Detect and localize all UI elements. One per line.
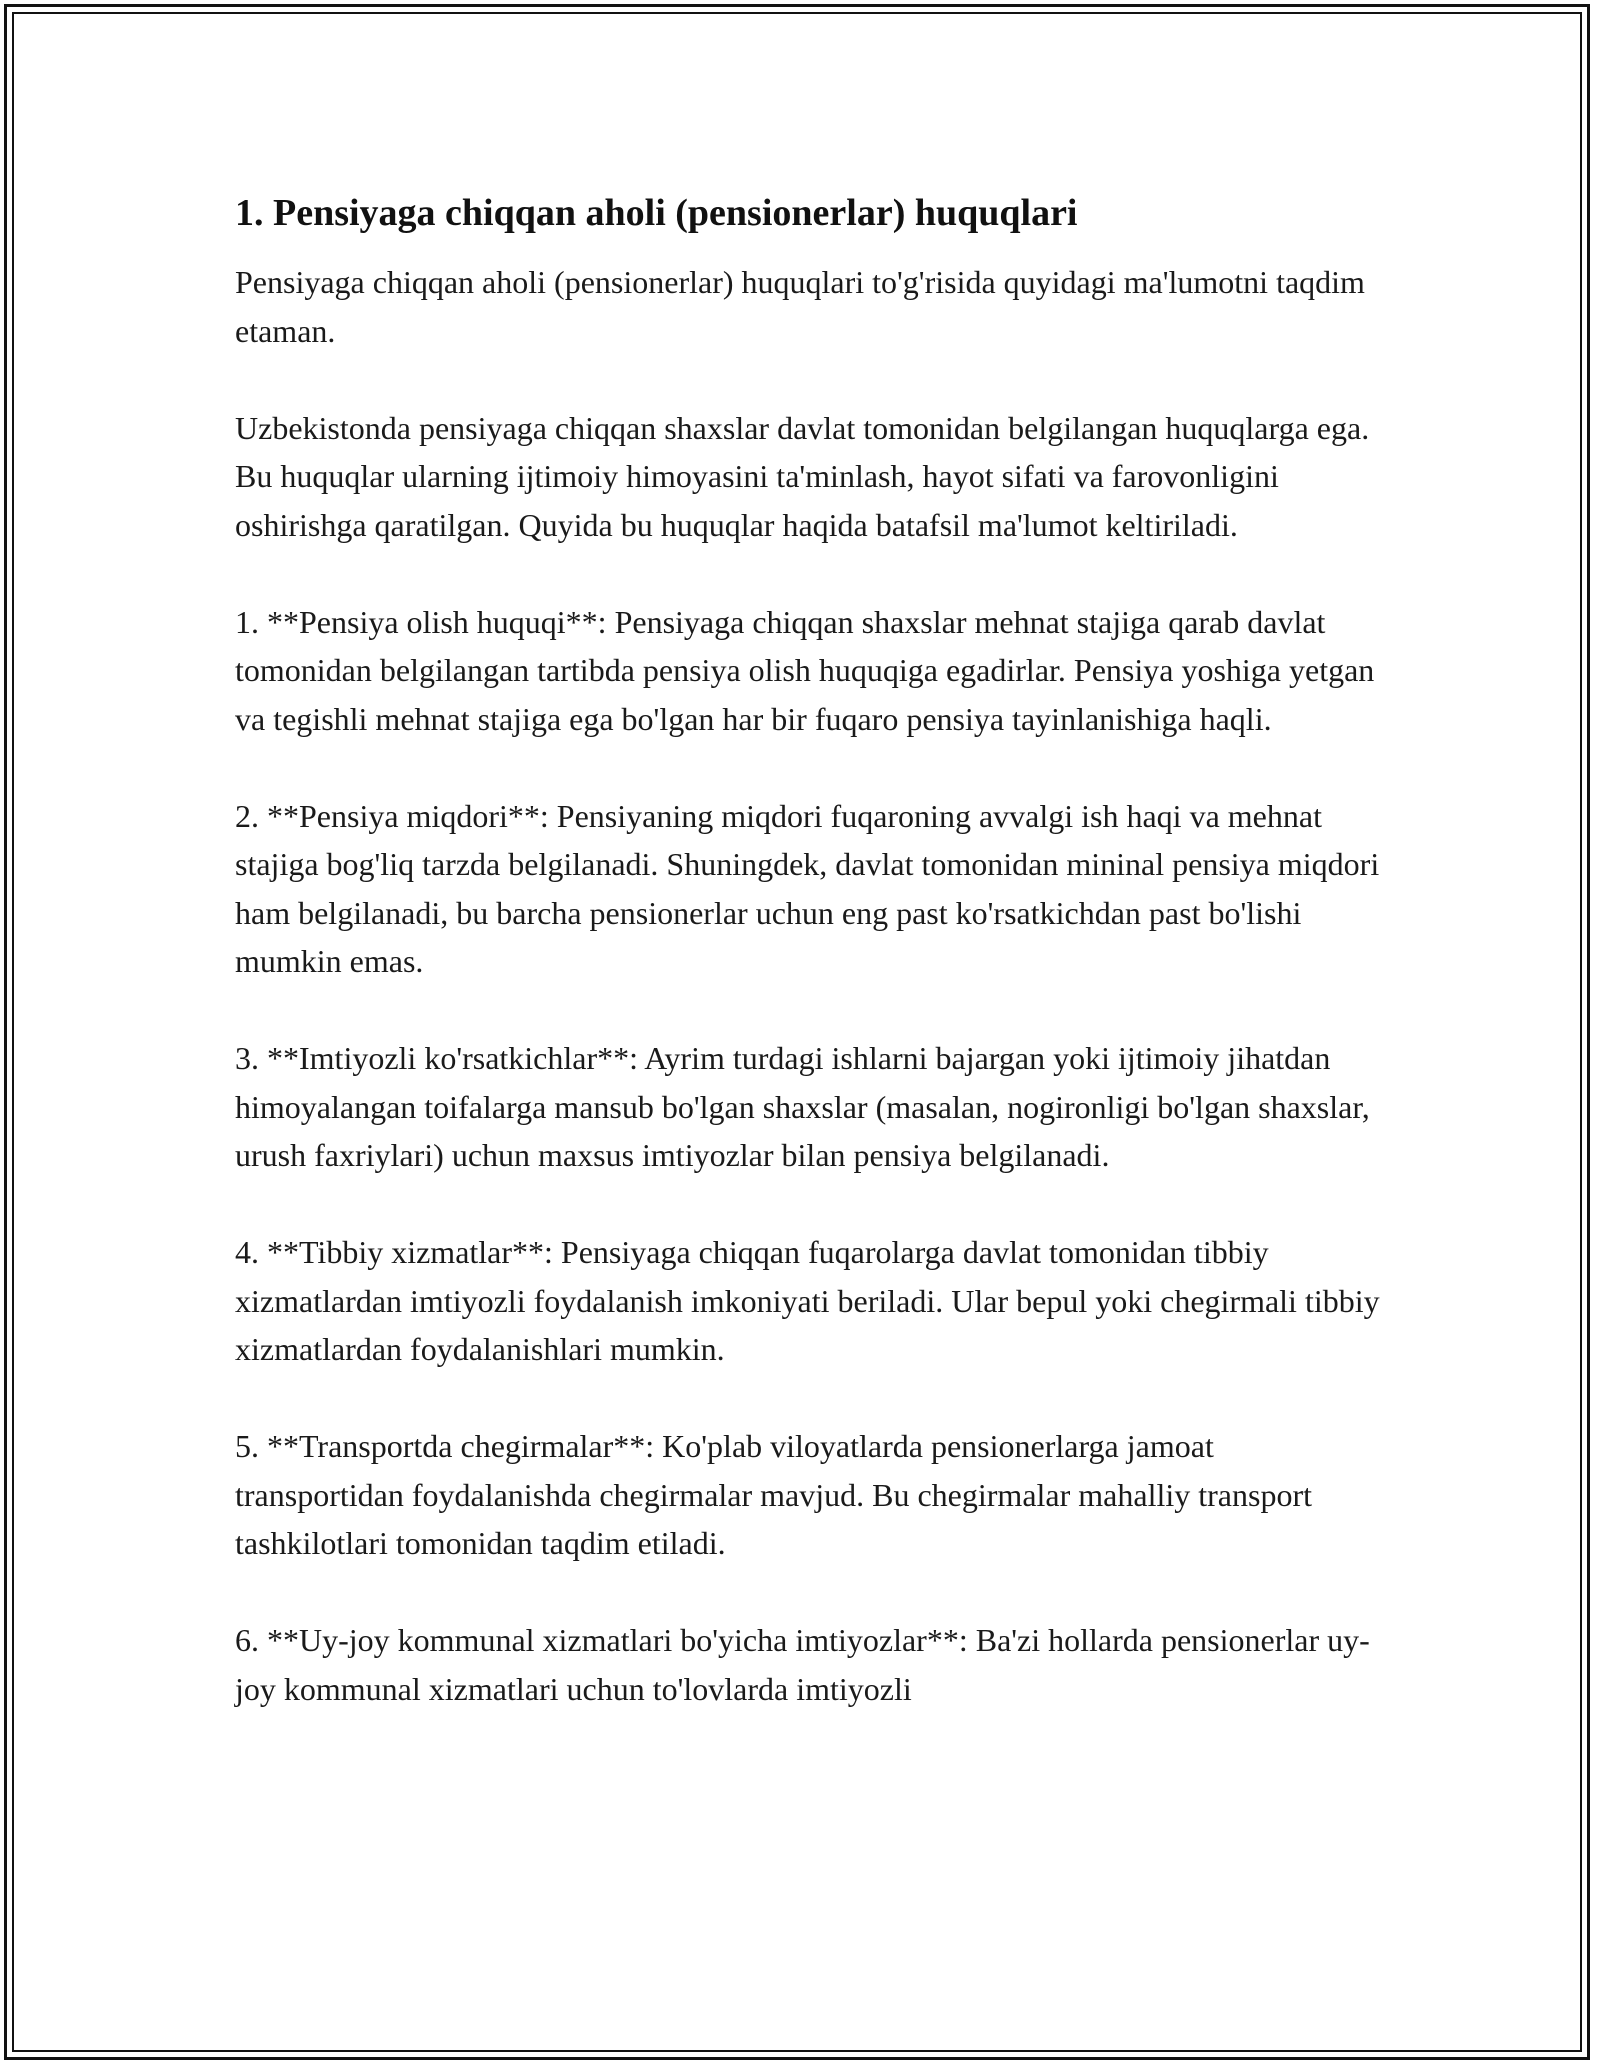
document-page xyxy=(235,188,1385,1762)
overview-paragraph: Uzbekistonda pensiyaga chiqqan shaxslar davlat tomonidan belgilangan huquqlarga ega. Bu huquqlar ularning ijtimoiy himoyasini ta'minlash, hayot sifati va farovonligini oshirishga qaratilgan. Quyida bu huquqlar haqida batafsil ma'lumot keltiriladi. xyxy=(235,409,1370,543)
list-item-pension-amount: 2. **Pensiya miqdori**: Pensiyaning miqdori fuqaroning avvalgi ish haqi va mehnat stajiga bog'liq tarzda belgilanadi. Shuningdek, davlat tomonidan mininal pensiya miqdori ham belgilanadi, bu barcha pensionerlar uchun eng past ko'rsatkichdan past bo'lishi mumkin emas. xyxy=(235,797,1380,979)
list-item-housing-benefits: 6. **Uy-joy kommunal xizmatlari bo'yicha imtiyozlar**: Ba'zi hollarda pensionerlar uy-joy kommunal xizmatlari uchun to'lovlarda imtiyozli xyxy=(235,1622,1370,1707)
list-item-transport-discounts: 5. **Transportda chegirmalar**: Ko'plab viloyatlarda pensionerlarga jamoat transportidan foydalanishda chegirmalar mavjud. Bu chegirmalar mahalliy transport tashkilotlari tomonidan taqdim etiladi. xyxy=(235,1428,1312,1561)
list-item-medical-services: 4. **Tibbiy xizmatlar**: Pensiyaga chiqqan fuqarolarga davlat tomonidan tibbiy xizmatlardan imtiyozli foydalanish imkoniyati beriladi. Ular bepul yoki chegirmali tibbiy xizmatlardan foydalanishlari mumkin. xyxy=(235,1234,1380,1367)
list-item-pension-right: 1. **Pensiya olish huquqi**: Pensiyaga chiqqan shaxslar mehnat stajiga qarab davlat tomonidan belgilangan tartibda pensiya olish huquqiga egadirlar. Pensiya yoshiga yetgan va tegishli mehnat stajiga ega bo'lgan har bir fuqaro pensiya tayinlanishiga haqli. xyxy=(235,603,1375,737)
intro-paragraph: Pensiyaga chiqqan aholi (pensionerlar) huquqlari to'g'risida quyidagi ma'lumotni taqdim etaman. xyxy=(235,264,1365,349)
list-item-privileged-indicators: 3. **Imtiyozli ko'rsatkichlar**: Ayrim turdagi ishlarni bajargan yoki ijtimoiy jihatdan himoyalangan toifalarga mansub bo'lgan shaxslar (masalan, nogironligi bo'lgan shaxslar, urush faxriylari) uchun maxsus imtiyozlar bilan pensiya belgilanadi. xyxy=(235,1040,1370,1173)
document-heading: 1. Pensiyaga chiqqan aholi (pensionerlar) huquqlari xyxy=(235,192,1078,234)
